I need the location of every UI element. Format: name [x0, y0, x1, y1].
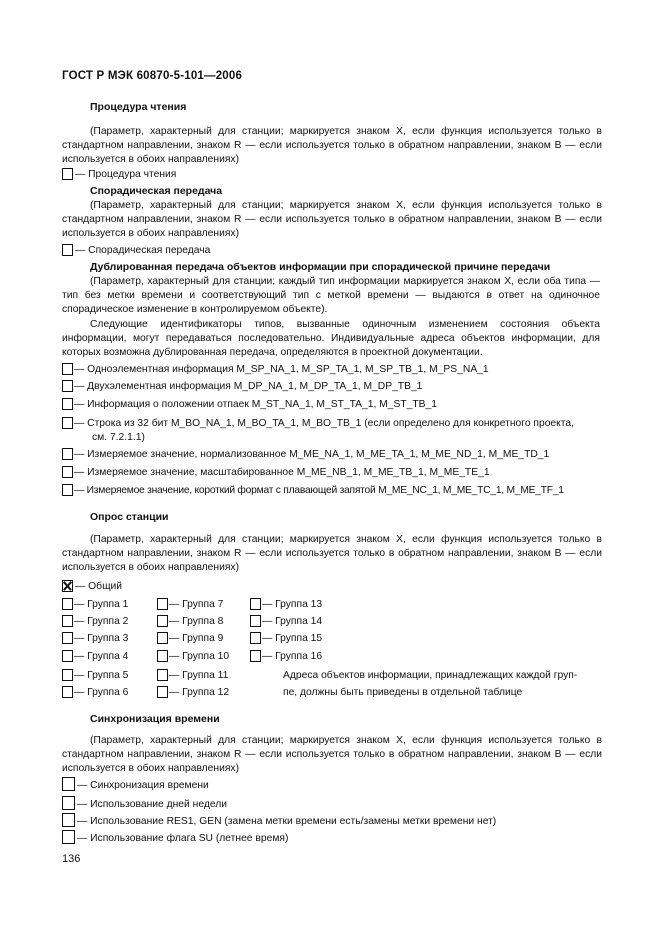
double-transmission-note: Следующие идентификаторы типов, вызванные одиночным изменением состояния объекта информации, могут передаваться последовательно. Индивидуальные адреса объектов информации, для которых возможна дублированная передача, определяются в проектной документации.: [62, 319, 600, 358]
group-6-checkbox[interactable]: [62, 686, 73, 698]
general-label: — Общий: [75, 581, 123, 592]
group-4: [62, 650, 128, 664]
group-3-label: — Группа 3: [74, 633, 129, 644]
double-item-7-label: — Измеряемое значение, короткий формат с плавающей запятой M_ME_NC_1, M_ME_TC_1, M_ME_TF_1: [74, 485, 564, 496]
group-16-checkbox[interactable]: [250, 650, 261, 662]
group-8-label: — Группа 8: [169, 616, 224, 627]
time-sync-heading: Синхронизация времени: [90, 713, 220, 725]
group-11-checkbox[interactable]: [157, 669, 168, 681]
group-15: [250, 632, 322, 646]
read-heading: Процедура чтения: [90, 101, 187, 113]
time-sync-item-4: [62, 830, 288, 846]
time-sync-item-3-checkbox[interactable]: [62, 813, 75, 827]
group-14-label: — Группа 14: [262, 616, 323, 627]
interrogation-general: [62, 580, 122, 594]
double-item-4-checkbox[interactable]: [62, 417, 73, 429]
double-item-2-label: — Двухэлементная информация M_DP_NA_1, M_DP_TA_1, M_DP_TB_1: [74, 381, 423, 392]
group-9: [157, 632, 223, 646]
group-14: [250, 615, 322, 629]
group-2-checkbox[interactable]: [62, 615, 73, 627]
time-sync-item-4-label: — Использование флага SU (летнее время): [77, 833, 289, 844]
group-5-checkbox[interactable]: [62, 669, 73, 681]
document-header: ГОСТ Р МЭК 60870-5-101—2006: [62, 70, 243, 82]
group-16-label: — Группа 16: [262, 651, 323, 662]
time-sync-item-2: [62, 796, 227, 812]
group-9-label: — Группа 9: [169, 633, 224, 644]
spontaneous-heading: Спорадическая передача: [90, 185, 223, 197]
group-4-checkbox[interactable]: [62, 650, 73, 662]
time-sync-item-1-checkbox[interactable]: [62, 777, 75, 791]
spontaneous-checkbox[interactable]: [62, 244, 73, 256]
group-12: [157, 686, 229, 700]
groups-note-line1: Адреса объектов информации, принадлежащих каждой груп-: [283, 670, 578, 681]
double-item-2: [62, 380, 422, 394]
double-item-1-label: — Одноэлементная информация M_SP_NA_1, M_SP_TA_1, M_SP_TB_1, M_PS_NA_1: [74, 364, 489, 375]
group-15-checkbox[interactable]: [250, 632, 261, 644]
read-checkbox[interactable]: [62, 168, 73, 180]
time-sync-item-1: [62, 777, 209, 793]
group-3: [62, 632, 128, 646]
group-10: [157, 650, 229, 664]
double-item-7-checkbox[interactable]: [62, 484, 73, 496]
time-sync-item-4-checkbox[interactable]: [62, 830, 75, 844]
double-transmission-description: (Параметр, характерный для станции; каждый тип информации маркируется знаком X, если оба типа — тип без метки времени и соответствующий тип с меткой времени — выдаются в ответ на одиночное спорадическое изменение в контролируемом объекте).: [62, 276, 600, 315]
time-sync-item-3: [62, 813, 496, 829]
double-item-6-checkbox[interactable]: [62, 466, 73, 478]
group-8: [157, 615, 223, 629]
time-sync-description: (Параметр, характерный для станции; маркируется знаком X, если функция используется только в стандартном направлении, знаком R — если используется только в обратном направлении, знаком B — если используется в обоих направлениях): [62, 735, 602, 774]
double-item-5: [62, 448, 549, 462]
group-16: [250, 650, 322, 664]
double-item-1-checkbox[interactable]: [62, 363, 73, 375]
page-number: 136: [62, 853, 81, 865]
time-sync-item-1-label: — Синхронизация времени: [77, 780, 209, 791]
groups-note-line2: пе, должны быть приведены в отдельной таблице: [283, 687, 523, 698]
group-12-checkbox[interactable]: [157, 686, 168, 698]
read-item: [62, 168, 176, 182]
group-2: [62, 615, 128, 629]
double-item-5-label: — Измеряемое значение, нормализованное M_ME_NA_1, M_ME_TA_1, M_ME_ND_1, M_ME_TD_1: [74, 449, 550, 460]
double-item-4-label: — Строка из 32 бит M_BO_NA_1, M_BO_TA_1, M_BO_TB_1 (если определено для конкретного проекта,: [74, 418, 574, 429]
double-item-5-checkbox[interactable]: [62, 448, 73, 460]
double-item-4: [62, 417, 574, 431]
double-item-3-checkbox[interactable]: [62, 398, 73, 410]
double-item-2-checkbox[interactable]: [62, 380, 73, 392]
spontaneous-item-label: — Спорадическая передача: [75, 245, 211, 256]
group-11-label: — Группа 11: [169, 670, 229, 681]
double-item-1: [62, 363, 489, 377]
group-1-label: — Группа 1: [74, 599, 129, 610]
group-13: [250, 598, 322, 612]
group-10-checkbox[interactable]: [157, 650, 168, 662]
read-item-label: — Процедура чтения: [75, 169, 177, 180]
group-14-checkbox[interactable]: [250, 615, 261, 627]
time-sync-item-3-label: — Использование RES1, GEN (замена метки времени есть/замены метки времени нет): [77, 816, 497, 827]
group-3-checkbox[interactable]: [62, 632, 73, 644]
group-12-label: — Группа 12: [169, 687, 230, 698]
double-transmission-heading: Дублированная передача объектов информации при спорадической причине передачи: [90, 261, 551, 273]
group-6-label: — Группа 6: [74, 687, 129, 698]
interrogation-description: (Параметр, характерный для станции; маркируется знаком X, если функция используется только в стандартном направлении, знаком R — если используется только в обратном направлении, знаком B — если используется в обоих направлениях): [62, 534, 602, 573]
group-7-label: — Группа 7: [169, 599, 224, 610]
group-13-label: — Группа 13: [262, 599, 323, 610]
double-item-3: [62, 398, 437, 412]
double-item-4-continuation: см. 7.2.1.1): [92, 432, 145, 443]
spontaneous-description: (Параметр, характерный для станции; маркируется знаком X, если функция используется только в стандартном направлении, знаком R — если используется только в обратном направлении, знаком B — если используется в обоих направлениях): [62, 200, 602, 239]
group-1-checkbox[interactable]: [62, 598, 73, 610]
group-11: [157, 669, 228, 683]
group-13-checkbox[interactable]: [250, 598, 261, 610]
time-sync-item-2-label: — Использование дней недели: [77, 799, 227, 810]
group-5: [62, 669, 128, 683]
spontaneous-item: [62, 244, 210, 258]
group-7-checkbox[interactable]: [157, 598, 168, 610]
double-item-7: [62, 484, 564, 498]
double-item-6: [62, 466, 490, 480]
group-1: [62, 598, 128, 612]
group-15-label: — Группа 15: [262, 633, 323, 644]
read-description: (Параметр, характерный для станции; маркируется знаком X, если функция используется только в стандартном направлении, знаком R — если используется только в обратном направлении, знаком B — если используется в обоих направлениях): [62, 126, 602, 165]
group-5-label: — Группа 5: [74, 670, 129, 681]
interrogation-heading: Опрос станции: [90, 511, 169, 523]
time-sync-item-2-checkbox[interactable]: [62, 796, 75, 810]
general-checkbox-checked[interactable]: [62, 580, 73, 592]
group-2-label: — Группа 2: [74, 616, 129, 627]
double-item-6-label: — Измеряемое значение, масштабированное M_ME_NB_1, M_ME_TB_1, M_ME_TE_1: [74, 467, 490, 478]
double-item-3-label: — Информация о положении отпаек M_ST_NA_1, M_ST_TA_1, M_ST_TB_1: [74, 399, 437, 410]
group-8-checkbox[interactable]: [157, 615, 168, 627]
group-7: [157, 598, 223, 612]
group-10-label: — Группа 10: [169, 651, 230, 662]
group-4-label: — Группа 4: [74, 651, 129, 662]
group-6: [62, 686, 128, 700]
group-9-checkbox[interactable]: [157, 632, 168, 644]
